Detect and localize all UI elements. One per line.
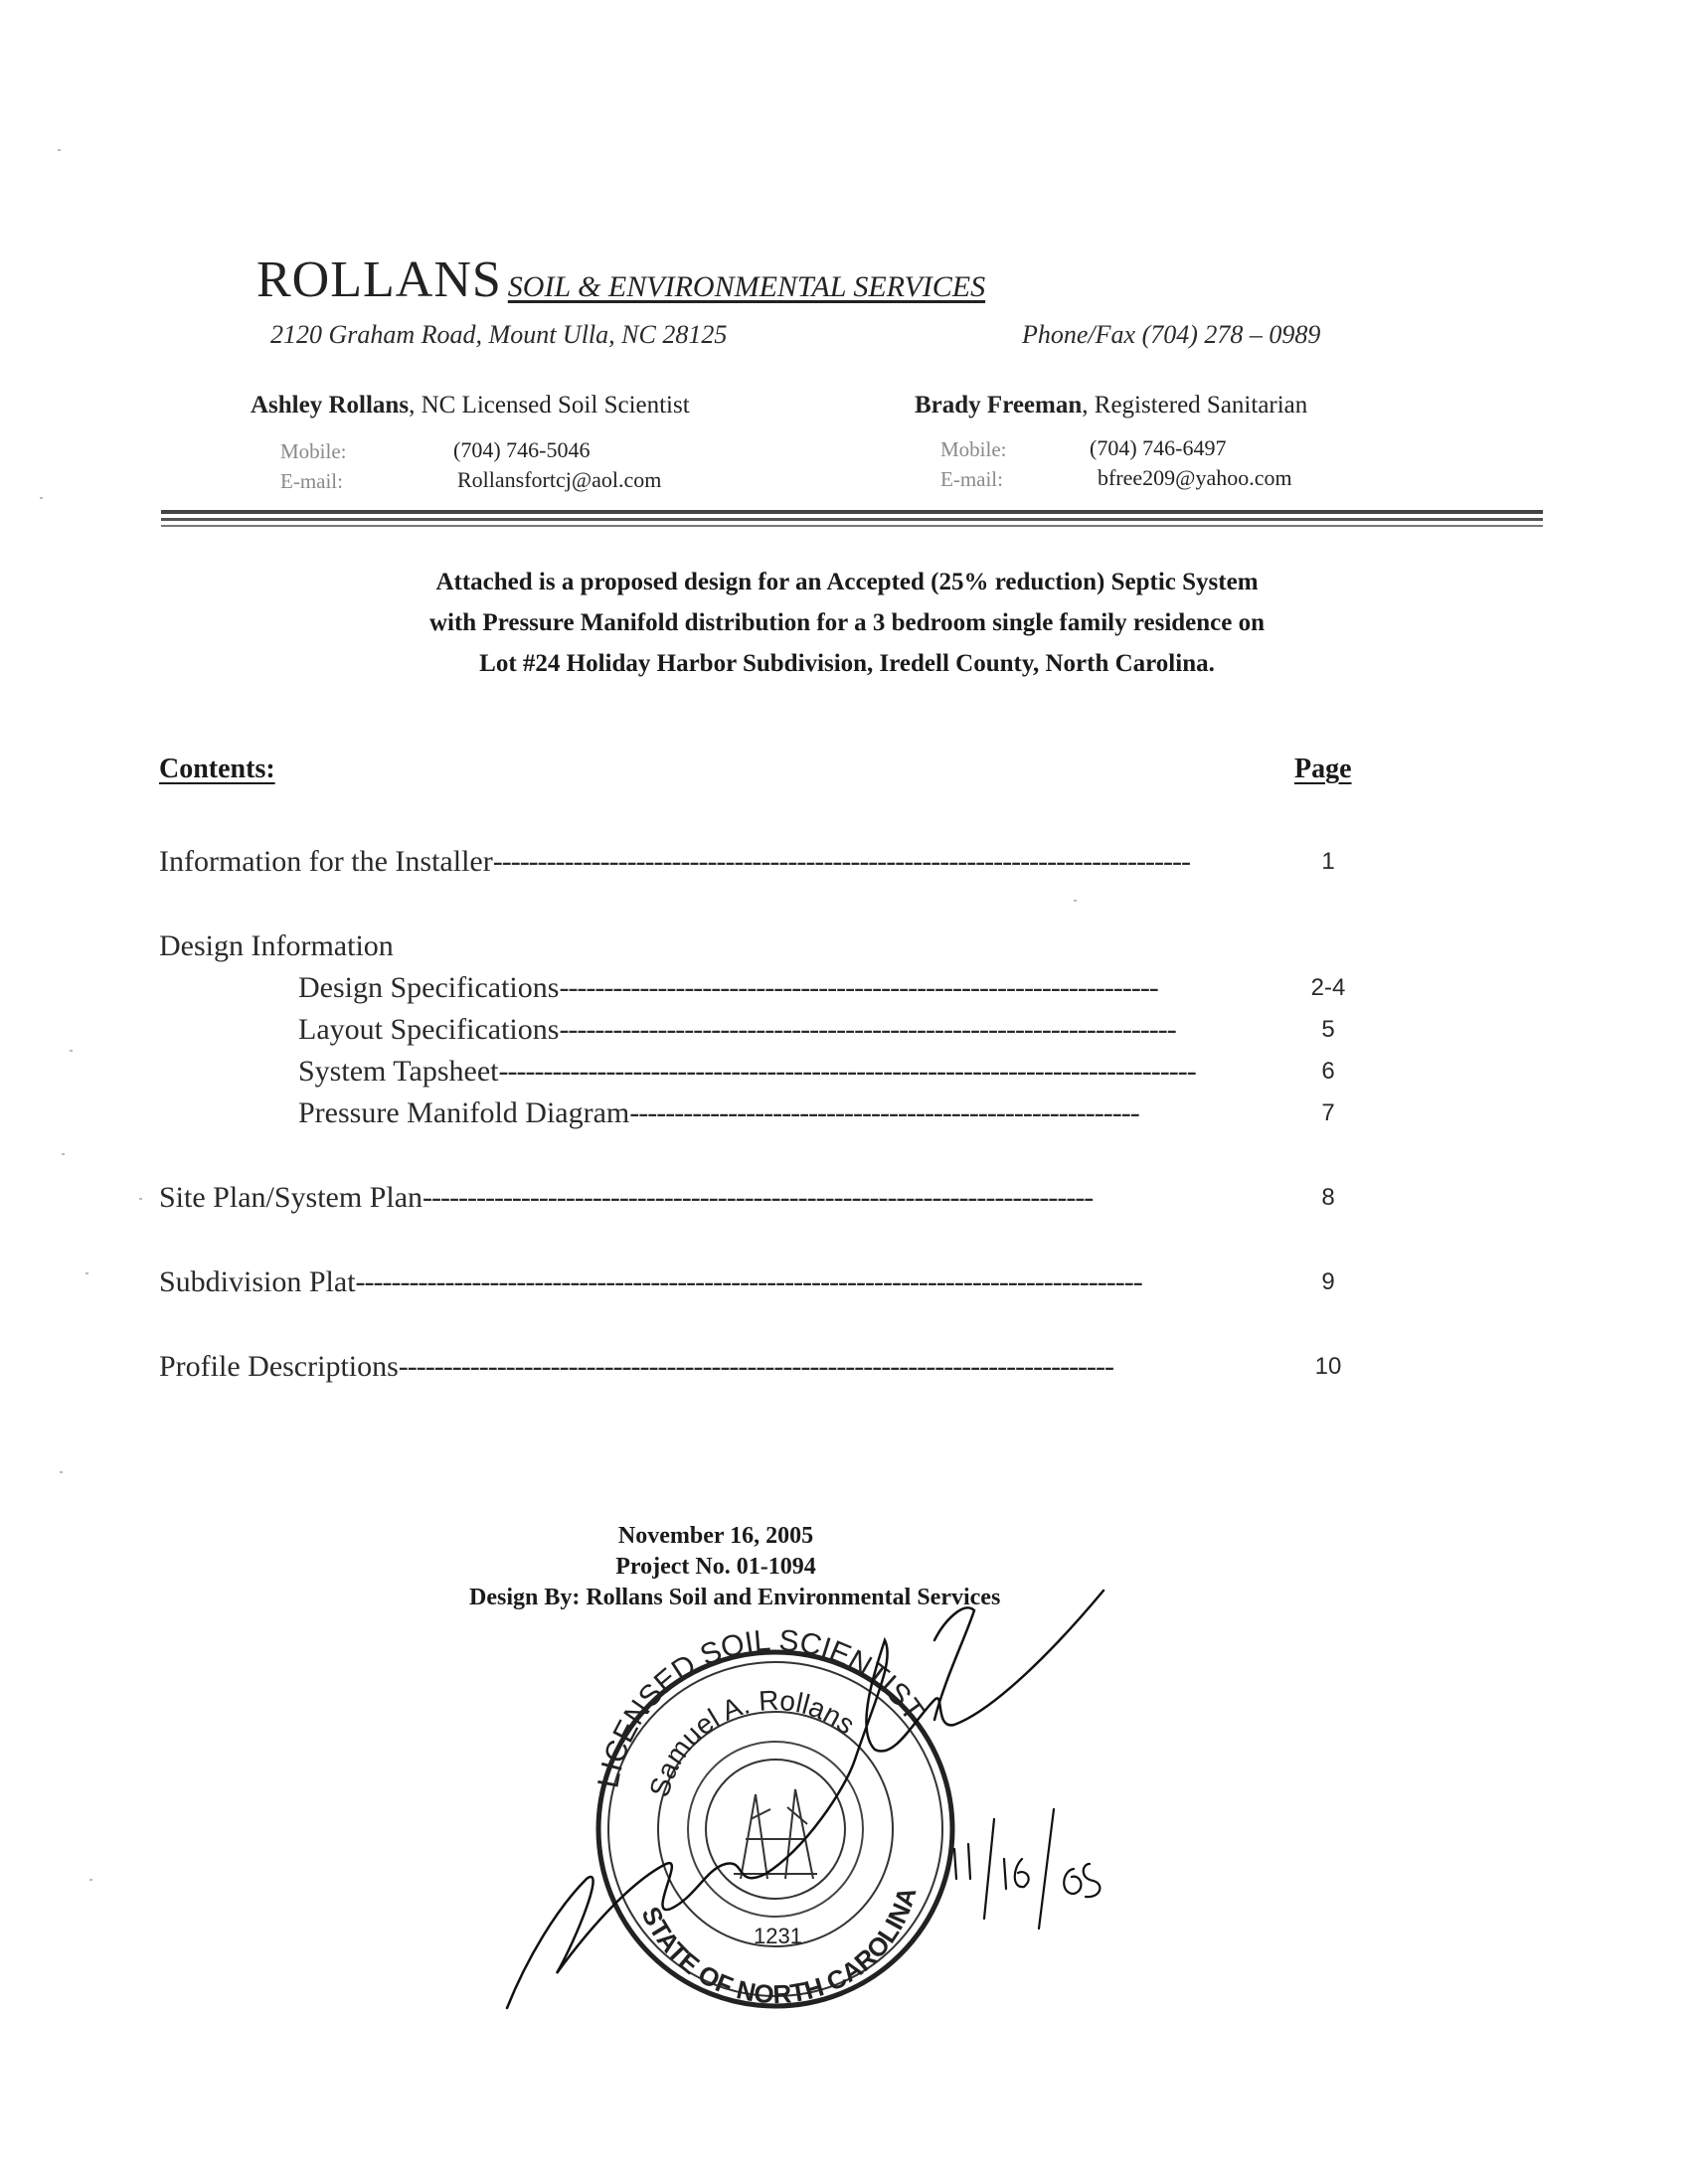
seal-name: Samuel A. Rollans (643, 1684, 861, 1800)
company-name-text: ROLLANS (256, 252, 502, 308)
contents-heading: Contents: (159, 754, 275, 784)
toc-page-number: 5 (1321, 1016, 1335, 1043)
toc-entry: Information for the Installer------------------------------------------------------------------------------ (159, 845, 1190, 878)
toc-entry: Subdivision Plat---------------------------------------------------------------------------------------- (159, 1265, 1142, 1298)
toc-entry: Layout Specifications--------------------------------------------------------------------- (298, 1013, 1176, 1046)
licensed-soil-scientist-seal (592, 1624, 952, 2010)
contact-right-mobile: (704) 746-6497 (1090, 435, 1227, 460)
contact-right-mobile-label: Mobile: (940, 437, 1007, 461)
toc-page-number: 1 (1321, 848, 1335, 875)
contact-right-title: , Registered Sanitarian (1082, 392, 1308, 419)
intro-line: Attached is a proposed design for an Accepted (25% reduction) Septic System (435, 569, 1259, 595)
contact-left-mobile: (704) 746-5046 (453, 437, 591, 462)
toc-label: Subdivision Plat (159, 1265, 356, 1298)
seal-and-signature (497, 1581, 1113, 2028)
toc-label: Information for the Installer (159, 845, 493, 878)
toc-label: Design Specifications (298, 971, 560, 1004)
contact-left-person (251, 392, 690, 420)
contact-left-email: Rollansfortcj@aol.com (457, 467, 662, 492)
intro-paragraph (0, 562, 1694, 684)
toc-page-number: 7 (1321, 1099, 1335, 1126)
contact-left-email-label: E-mail: (280, 469, 343, 493)
toc-page-number: 10 (1314, 1353, 1342, 1380)
contact-left-title: , NC Licensed Soil Scientist (409, 392, 690, 419)
toc-page-number: 9 (1321, 1268, 1335, 1295)
document-date: November 16, 2005 (617, 1523, 814, 1549)
contact-left-mobile-label: Mobile: (280, 439, 347, 463)
contact-right-person (915, 392, 1307, 420)
seal-bottom-text: STATE OF NORTH CAROLINA (635, 1883, 923, 2010)
toc-entry: System Tapsheet------------------------------------------------------------------------------ (298, 1055, 1196, 1088)
toc-entry: Profile Descriptions-------------------------------------------------------------------------------- (159, 1350, 1114, 1383)
signature-date-text: 11/16/05 (497, 1581, 501, 1582)
toc-page-number: 6 (1321, 1058, 1335, 1085)
seal-number: 1231 (754, 1924, 802, 1948)
seal-outer-text: LICENSED SOIL SCIENTIST (592, 1623, 931, 1791)
company-name (256, 251, 985, 309)
design-by: Design By: Rollans Soil and Environmental Services (469, 1585, 1001, 1610)
contact-right-email-label: E-mail: (940, 467, 1003, 491)
contact-left-name: Ashley Rollans (251, 392, 410, 419)
signature-date (954, 1809, 1100, 1929)
toc-label: Site Plan/System Plan (159, 1181, 424, 1214)
intro-line: Lot #24 Holiday Harbor Subdivision, Iredell County, North Carolina. (479, 650, 1215, 677)
intro-line: with Pressure Manifold distribution for a 3 bedroom single family residence on (428, 609, 1266, 636)
toc-entry: Design Specifications------------------------------------------------------------------- (298, 971, 1158, 1004)
contact-right-name: Brady Freeman (915, 392, 1083, 419)
page-column-heading: Page (1294, 754, 1352, 784)
project-number: Project No. 01-1094 (615, 1554, 816, 1580)
letterhead-rule (161, 510, 1543, 514)
toc-entry: Pressure Manifold Diagram--------------------------------------------------------- (298, 1096, 1139, 1129)
toc-page-number: 2-4 (1310, 974, 1346, 1001)
toc-label: Profile Descriptions (159, 1350, 399, 1383)
toc-page-number: 8 (1321, 1184, 1335, 1211)
company-phone: Phone/Fax (704) 278 – 0989 (1022, 320, 1321, 349)
contact-right-email: bfree209@yahoo.com (1098, 465, 1292, 490)
letterhead-rule (161, 518, 1543, 521)
company-address: 2120 Graham Road, Mount Ulla, NC 28125 (270, 320, 728, 349)
toc-section-heading: Design Information (159, 929, 394, 962)
toc-label: Pressure Manifold Diagram (298, 1096, 630, 1129)
toc-entry: Site Plan/System Plan--------------------------------------------------------------------------- (159, 1181, 1094, 1214)
toc-label: Layout Specifications (298, 1013, 560, 1046)
state-seal-emblem-icon (706, 1760, 845, 1899)
company-tagline: SOIL & ENVIRONMENTAL SERVICES (507, 270, 986, 303)
toc-label: System Tapsheet (298, 1055, 499, 1088)
letterhead-rule (161, 525, 1543, 527)
